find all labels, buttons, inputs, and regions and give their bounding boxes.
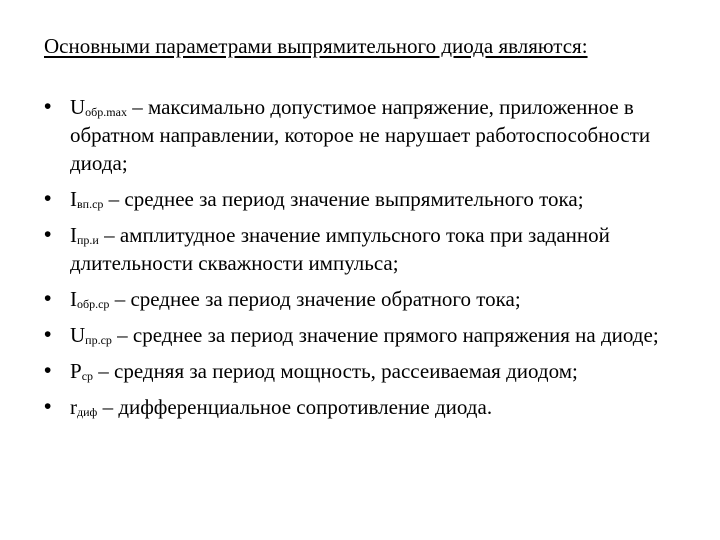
parameter-description: – амплитудное значение импульсного тока при заданной длительности скважности импульса; <box>70 223 610 275</box>
parameter-subscript: обр.max <box>85 105 127 119</box>
parameter-description: – среднее за период значение обратного тока; <box>109 287 521 311</box>
parameter-description: – максимально допустимое напряжение, приложенное в обратном направлении, которое не нарушает работоспособности диода; <box>70 95 651 175</box>
bullet-icon: • <box>44 187 52 210</box>
bullet-icon: • <box>44 359 52 382</box>
list-item-i-obr-sr <box>44 285 694 313</box>
list-item-r-dif <box>44 393 694 421</box>
parameter-subscript: вп.ср <box>77 197 104 211</box>
parameter-description: – дифференциальное сопротивление диода. <box>97 395 493 419</box>
bullet-icon: • <box>44 95 52 118</box>
bullet-icon: • <box>44 395 52 418</box>
parameter-symbol: P <box>70 359 82 383</box>
parameter-symbol: I <box>70 187 77 211</box>
list-item-u-pr-sr <box>44 321 694 349</box>
parameter-description: – среднее за период значение выпрямительного тока; <box>103 187 584 211</box>
parameter-symbol: I <box>70 287 77 311</box>
parameter-subscript: пр.и <box>77 233 99 247</box>
parameter-symbol: U <box>70 323 86 347</box>
list-item-i-pr-i <box>44 221 694 277</box>
parameter-description: – среднее за период значение прямого напряжения на диоде; <box>111 323 659 347</box>
parameter-subscript: обр.ср <box>77 297 110 311</box>
slide-heading: Основными параметрами выпрямительного диода являются: <box>44 34 588 58</box>
parameter-symbol: U <box>70 95 86 119</box>
parameter-list <box>44 93 694 429</box>
bullet-icon: • <box>44 223 52 246</box>
list-item-u-obr-max <box>44 93 694 177</box>
parameter-symbol: I <box>70 223 77 247</box>
bullet-icon: • <box>44 323 52 346</box>
bullet-icon: • <box>44 287 52 310</box>
parameter-subscript: пр.ср <box>85 333 112 347</box>
parameter-subscript: ср <box>81 369 94 383</box>
list-item-i-vp-sr <box>44 185 694 213</box>
list-item-p-sr <box>44 357 694 385</box>
parameter-description: – средняя за период мощность, рассеиваемая диодом; <box>93 359 578 383</box>
parameter-symbol: r <box>70 395 77 419</box>
parameter-subscript: диф <box>77 405 98 419</box>
